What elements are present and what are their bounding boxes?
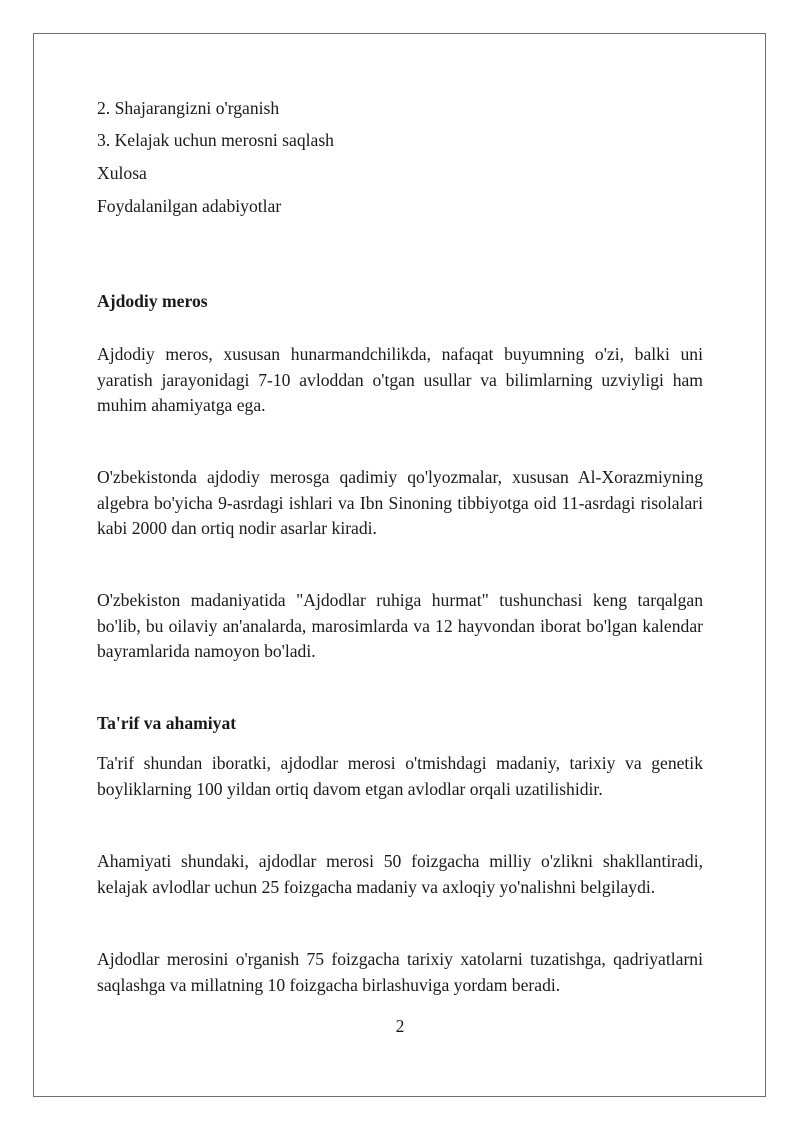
paragraph: Ahamiyati shundaki, ajdodlar merosi 50 foizgacha milliy o'zlikni shakllantiradi, kelajak avlodlar uchun 25 foizgacha madaniy va axloqiy yo'nalishni belgilaydi.	[97, 851, 703, 897]
page-frame	[33, 33, 766, 1097]
toc-item: Foydalanilgan adabiyotlar	[97, 196, 282, 216]
toc-item: 3. Kelajak uchun merosni saqlash	[97, 130, 334, 150]
paragraph: Ajdodlar merosini o'rganish 75 foizgacha tarixiy xatolarni tuzatishga, qadriyatlarni saqlashga va millatning 10 foizgacha birlashuviga yordam beradi.	[97, 949, 703, 995]
toc-item: 2. Shajarangizni o'rganish	[97, 98, 280, 118]
section-heading: Ajdodiy meros	[97, 291, 208, 311]
paragraph: Ta'rif shundan iboratki, ajdodlar merosi o'tmishdagi madaniy, tarixiy va genetik boyliklarning 100 yildan ortiq davom etgan avlodlar orqali uzatilishidir.	[97, 753, 703, 799]
section-heading: Ta'rif va ahamiyat	[97, 713, 237, 733]
paragraph: Ajdodiy meros, xususan hunarmandchilikda, nafaqat buyumning o'zi, balki uni yaratish jarayonidagi 7-10 avloddan o'tgan usullar va bilimlarning uzviyligi ham muhim ahamiyatga ega.	[97, 344, 703, 415]
page-number: 2	[395, 1016, 405, 1036]
paragraph: O'zbekistonda ajdodiy merosga qadimiy qo'lyozmalar, xususan Al-Xorazmiyning algebra bo'yicha 9-asrdagi ishlari va Ibn Sinoning tibbiyotga oid 11-asrdagi risolalari kabi 2000 dan ortiq nodir asarlar kiradi.	[97, 467, 703, 538]
toc-item: Xulosa	[97, 163, 147, 183]
paragraph: O'zbekiston madaniyatida "Ajdodlar ruhiga hurmat" tushunchasi keng tarqalgan bo'lib, bu oilaviy an'analarda, marosimlarda va 12 hayvondan iborat bo'lgan kalendar bayramlarida namoyon bo'ladi.	[97, 590, 703, 661]
